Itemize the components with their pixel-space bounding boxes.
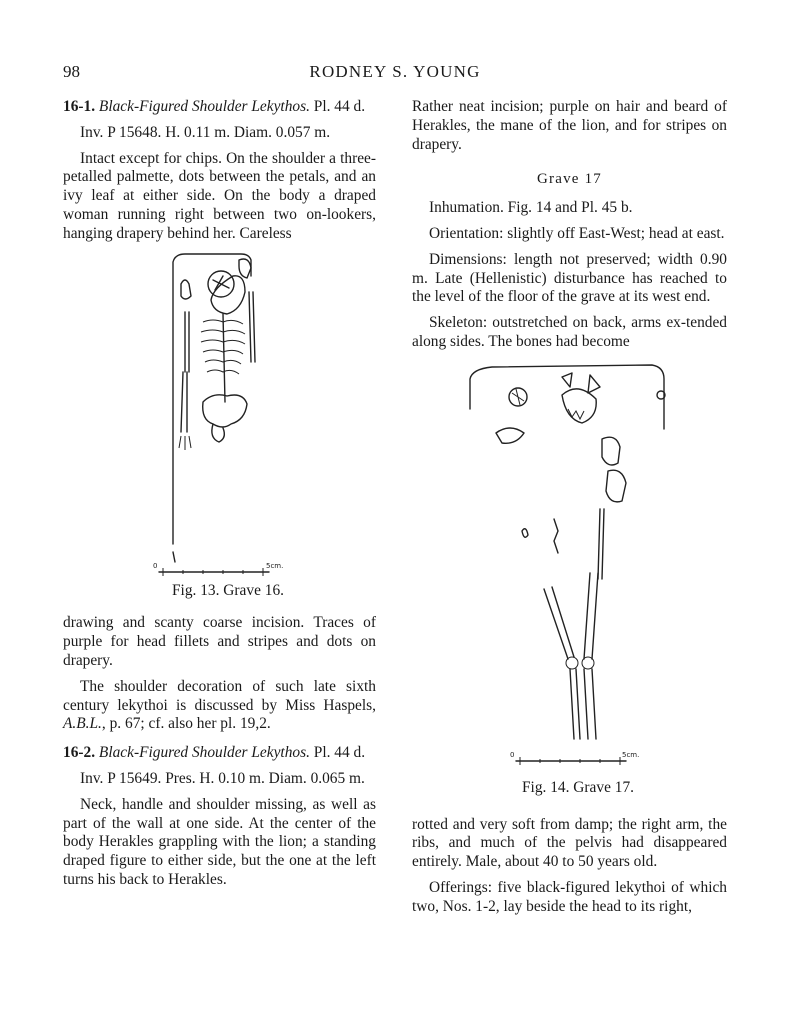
lekythos-shape: [602, 437, 620, 465]
running-header: [63, 62, 727, 86]
catalog-title: Black-Figured Shoulder Lekythos.: [98, 98, 310, 115]
lekythos-shape: [181, 280, 191, 299]
figure-14: [412, 359, 727, 798]
description-paragraph: Intact except for chips. On the shoulder a three-petalled palmette, dots between the petals, and an ivy leaf at either side. On the body a draped woman running right between two on-lookers, hanging drapery behind her. Careless: [63, 149, 376, 242]
reference-abbreviation: A.B.L.: [63, 715, 102, 733]
knee: [566, 657, 578, 669]
jaw-teeth: [568, 409, 584, 419]
arm-bones: [181, 312, 189, 432]
continuation-paragraph: drawing and scanty coarse incision. Traces of purple for head fillets and stripes and dots on drapery.: [63, 614, 376, 669]
offerings-paragraph: Offerings: five black-figured lekythoi of which two, Nos. 1-2, lay beside the head to its right,: [412, 878, 727, 915]
scale-zero-label: 0: [153, 561, 158, 570]
grave-outline-end: [173, 552, 175, 562]
plate-reference: Pl. 44 d.: [313, 744, 366, 762]
catalog-number: 16-2.: [63, 744, 96, 762]
arm-bones: [598, 509, 604, 579]
lekythos-shape: [239, 259, 251, 278]
orientation-paragraph: Orientation: slightly off East-West; head at east.: [429, 224, 725, 242]
plate-reference: Pl. 44 d.: [313, 98, 366, 115]
figure-caption: Fig. 13. Grave 16.: [172, 581, 284, 599]
figure-caption: Fig. 14. Grave 17.: [522, 778, 634, 796]
left-tibia: [570, 669, 580, 739]
description-paragraph: Neck, handle and shoulder missing, as well as part of the wall at one side. At the center of the body Herakles grappling with the lion; a standing draped figure to either side, but the one at the left turns his back to Herakles.: [63, 795, 376, 888]
hand-bones: [179, 436, 191, 450]
vertebrae: [554, 519, 558, 553]
left-femur: [544, 587, 574, 659]
scale-zero-label: 0: [510, 750, 515, 759]
pot-fragment: [512, 389, 524, 405]
small-object: [522, 529, 528, 538]
dimensions-paragraph: Dimensions: length not preserved; width 0.90 m. Late (Hellenistic) disturbance has reached to the level of the floor of the grave at its west end.: [412, 250, 727, 306]
continuation-paragraph: rotted and very soft from damp; the right arm, the ribs, and much of the pelvis had disappeared entirely. Male, about 40 to 50 years old.: [412, 815, 727, 871]
grave-16-drawing: [63, 252, 376, 582]
lekythos-shape: [606, 470, 626, 502]
catalog-entry-16-2-heading: [63, 744, 376, 763]
arm-bones: [249, 292, 255, 362]
lekythos-shape: [496, 428, 524, 443]
knee: [582, 657, 594, 669]
inventory-line: Inv. P 15649. Pres. H. 0.10 m. Diam. 0.065 m.: [80, 769, 365, 787]
skull-fracture: [213, 276, 229, 290]
catalog-entry-16-1-heading: [63, 98, 376, 117]
section-heading-grave-17: Grave 17: [537, 171, 602, 188]
scale-end-label: 5cm.: [622, 750, 640, 759]
left-column: [63, 98, 376, 897]
grave-17-drawing: [412, 359, 727, 779]
scale-end-label: 5cm.: [266, 561, 284, 570]
catalog-number: 16-1.: [63, 98, 96, 115]
inhumation-line: Inhumation. Fig. 14 and Pl. 45 b.: [429, 199, 633, 217]
figure-13: [63, 252, 376, 601]
page-number: 98: [63, 62, 80, 81]
running-head-author: RODNEY S. YOUNG: [309, 62, 481, 81]
inventory-line: Inv. P 15648. H. 0.11 m. Diam. 0.057 m.: [80, 123, 331, 141]
right-femur: [584, 573, 598, 659]
spine: [223, 314, 225, 402]
continuation-paragraph: Rather neat incision; purple on hair and beard of Herakles, the mane of the lion, and for stripes on drapery.: [412, 98, 727, 153]
right-tibia: [584, 669, 596, 739]
right-column: [412, 98, 727, 924]
catalog-title: Black-Figured Shoulder Lekythos.: [98, 744, 310, 762]
commentary-paragraph: The shoulder decoration of such late sixth century lekythoi is discussed by Miss Haspels, A.B.L., p. 67; cf. also her pl. 19,2.: [63, 677, 376, 733]
skeleton-paragraph: Skeleton: outstretched on back, arms ex-tended along sides. The bones had become: [412, 314, 727, 350]
